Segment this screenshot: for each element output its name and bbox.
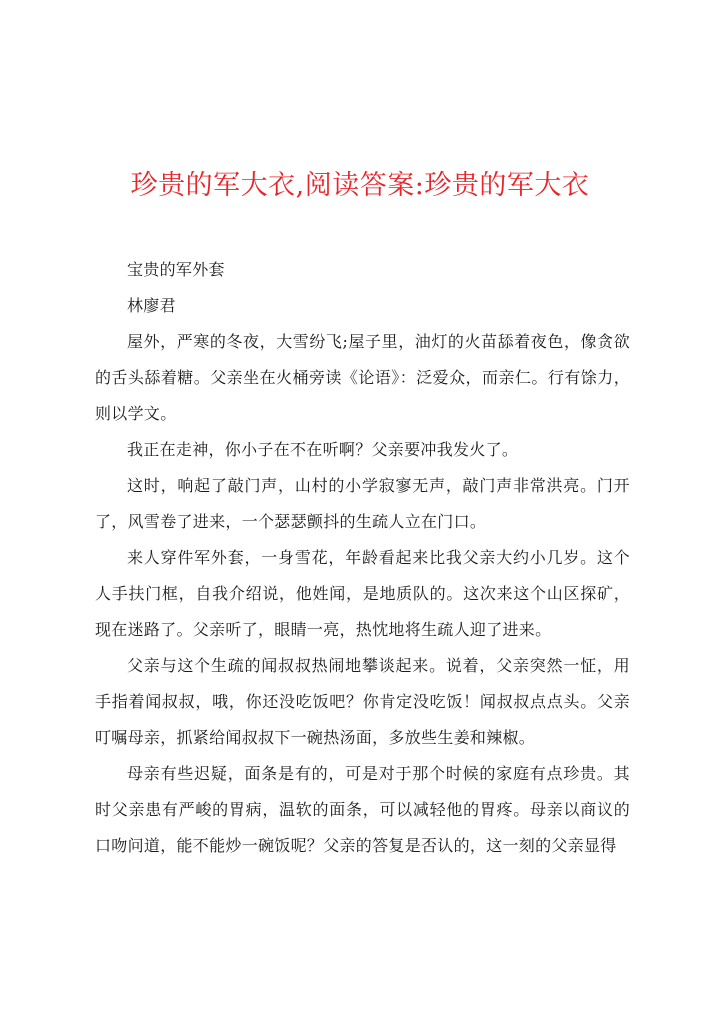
document-body xyxy=(95,252,630,864)
document-title: 珍贵的军大衣,阅读答案:珍贵的军大衣 xyxy=(130,170,590,202)
paragraph: 这时，响起了敲门声，山村的小学寂寥无声，敲门声非常洪亮。门开了，风雪卷了进来，一个瑟瑟颤抖的生疏人立在门口。 xyxy=(95,476,630,531)
article-author: 林廖君 xyxy=(127,296,176,315)
paragraph: 来人穿件军外套，一身雪花，年龄看起来比我父亲大约小几岁。这个人手扶门框，自我介绍说，他姓闻，是地质队的。这次来这个山区探矿，现在迷路了。父亲听了，眼睛一亮，热忱地将生疏人迎了进来。 xyxy=(95,548,630,639)
paragraph: 我正在走神，你小子在不在听啊？父亲要冲我发火了。 xyxy=(127,440,519,459)
paragraph: 母亲有些迟疑，面条是有的，可是对于那个时候的家庭有点珍贵。其时父亲患有严峻的胃病，温软的面条，可以减轻他的胃疼。母亲以商议的口吻问道，能不能炒一碗饭呢？父亲的答复是否认的，这一刻的父亲显得 xyxy=(95,764,630,855)
paragraph: 屋外，严寒的冬夜，大雪纷飞;屋子里，油灯的火苗舔着夜色，像贪欲的舌头舔着糖。父亲坐在火桶旁读《论语》：泛爱众，而亲仁。行有馀力，则以学文。 xyxy=(95,332,630,423)
article-subtitle: 宝贵的军外套 xyxy=(127,260,225,279)
paragraph: 父亲与这个生疏的闻叔叔热闹地攀谈起来。说着，父亲突然一怔，用手指着闻叔叔，哦，你还没吃饭吧？你肯定没吃饭！闻叔叔点点头。父亲叮嘱母亲，抓紧给闻叔叔下一碗热汤面，多放些生姜和辣椒。 xyxy=(95,656,630,747)
